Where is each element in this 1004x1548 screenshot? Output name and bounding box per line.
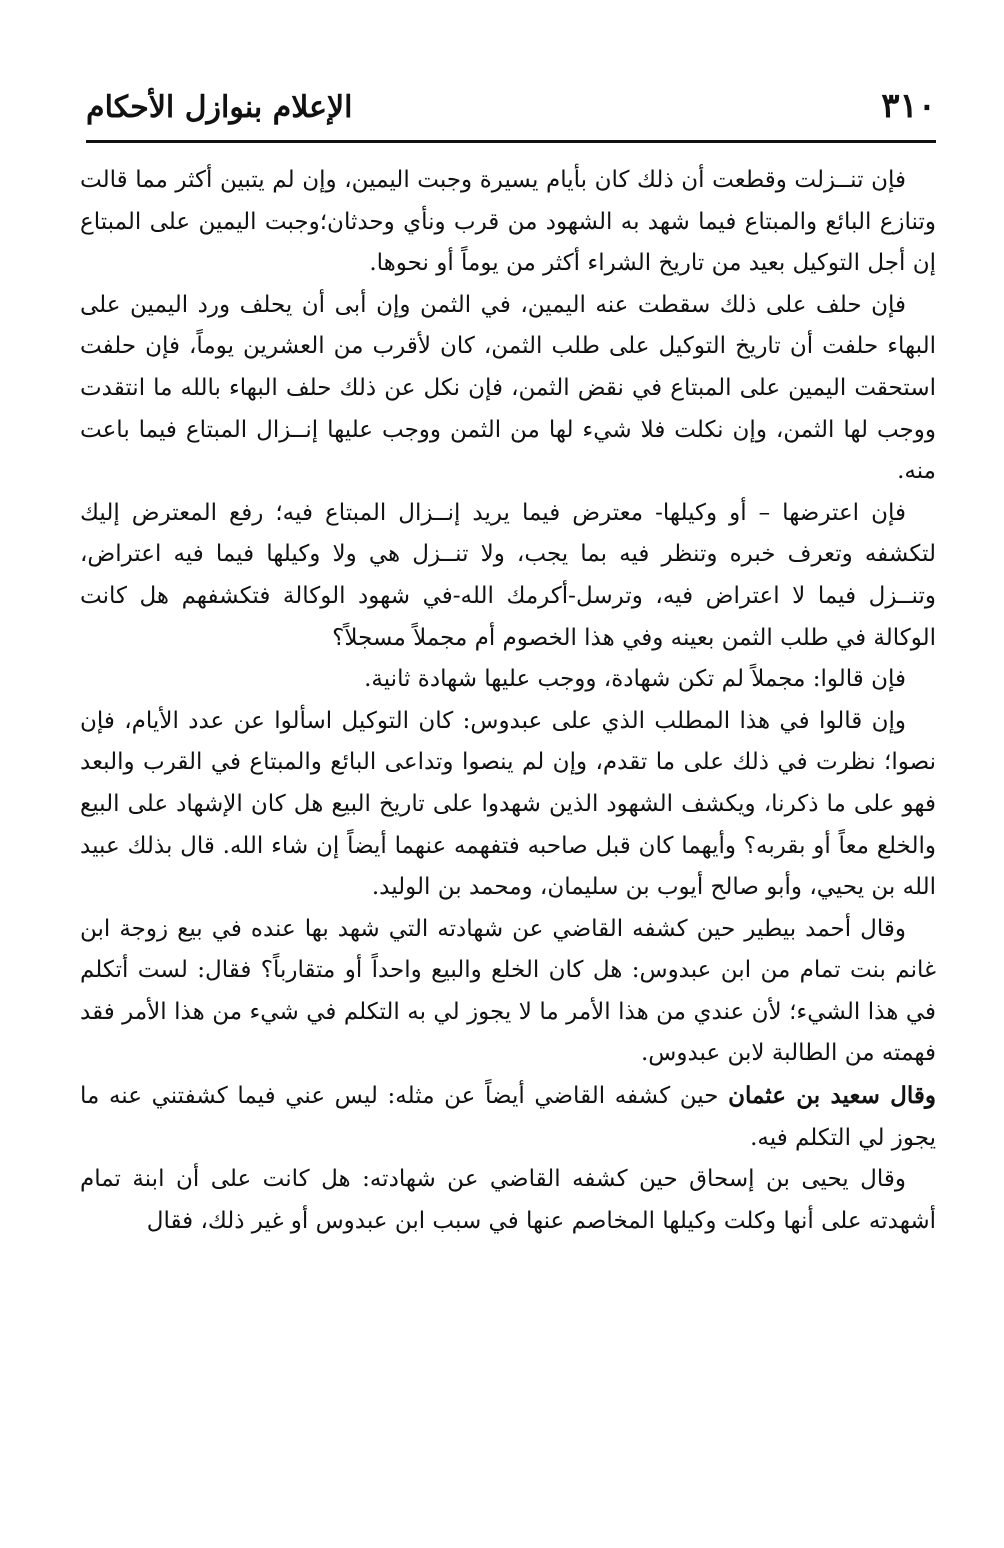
paragraph-8: وقال يحيى بن إسحاق حين كشفه القاضي عن شهادته: هل كانت على أن ابنة تمام أشهدته على أنها وكلت وكيلها المخاصم عنها في سبب ابن عبدوس أو غير ذلك، فقال [80, 1166, 936, 1234]
paragraph-7-speaker: وقال سعيد بن عثمان [728, 1082, 937, 1110]
running-title: الإعلام بنوازل الأحكام [86, 90, 353, 125]
paragraph-2: فإن حلف على ذلك سقطت عنه اليمين، في الثمن وإن أبى أن يحلف ورد اليمين على البهاء حلفت أن تاريخ التوكيل على طلب الثمن، كان لأقرب من العشرين يوماً، فإن حلفت استحقت اليمين على المبتاع في نقض الثمن، فإن نكل عن ذلك حلف البهاء بالله ما انتقدت ووجب لها الثمن، وإن نكلت فلا شيء لها من الثمن ووجب عليها إنــزال المبتاع فيما باعت منه. [80, 291, 936, 485]
body-text [80, 160, 936, 1242]
paragraph-7-text: حين كشفه القاضي أيضاً عن مثله: ليس عني فيما كشفتني عنه ما يجوز لي التكلم فيه. [80, 1083, 936, 1151]
page-number: ٣١٠ [881, 86, 936, 126]
page-header [86, 80, 936, 138]
paragraph-1: فإن تنــزلت وقطعت أن ذلك كان بأيام يسيرة وجبت اليمين، وإن لم يتبين أكثر مما قالت وتنازع البائع والمبتاع فيما شهد به الشهود من قرب ونأي وحدثان؛وجبت اليمين على المبتاع إن أجل التوكيل بعيد من تاريخ الشراء أكثر من يوماً أو نحوها. [80, 167, 937, 277]
header-divider [86, 140, 936, 143]
paragraph-6: وقال أحمد بيطير حين كشفه القاضي عن شهادته التي شهد بها عنده في بيع زوجة ابن غانم بنت تمام من ابن عبدوس: هل كان الخلع والبيع واحداً أو متقارباً؟ فقال: لست أتكلم في هذا الشيء؛ لأن عندي من هذا الأمر ما لا يجوز لي به التكلم في شيء من هذا الأمر فقد فهمته من الطالبة لابن عبدوس. [80, 915, 937, 1067]
paragraph-4: فإن قالوا: مجملاً لم تكن شهادة، ووجب عليها شهادة ثانية. [364, 666, 906, 693]
paragraph-3: فإن اعترضها – أو وكيلها- معترض فيما يريد إنــزال المبتاع فيه؛ رفع المعترض إليك لتكشفه وتعرف خبره وتنظر فيه بما يجب، ولا تنــزل هي ولا وكيلها فيما فيه اعتراض، وتنــزل فيما لا اعتراض فيه، وترسل-أكرمك الله-في شهود الوكالة فتكشفهم هل كانت الوكالة في طلب الثمن بعينه وفي هذا الخصوم أم مجملاً مسجلاً؟ [80, 499, 936, 651]
paragraph-5: وإن قالوا في هذا المطلب الذي على عبدوس: كان التوكيل اسألوا عن عدد الأيام، فإن نصوا؛ نظرت في ذلك على ما تقدم، وإن لم ينصوا وتداعى البائع والمبتاع في القرب والبعد فهو على ما ذكرنا، ويكشف الشهود الذين شهدوا على تاريخ البيع هل كان الإشهاد على البيع والخلع معاً أو بقربه؟ وأيهما كان قبل صاحبه فتفهمه عنهما أيضاً إن شاء الله. قال بذلك عبيد الله بن يحيي، وأبو صالح أيوب بن سليمان، ومحمد بن الوليد. [80, 707, 936, 901]
paragraph-7 [80, 1075, 936, 1159]
